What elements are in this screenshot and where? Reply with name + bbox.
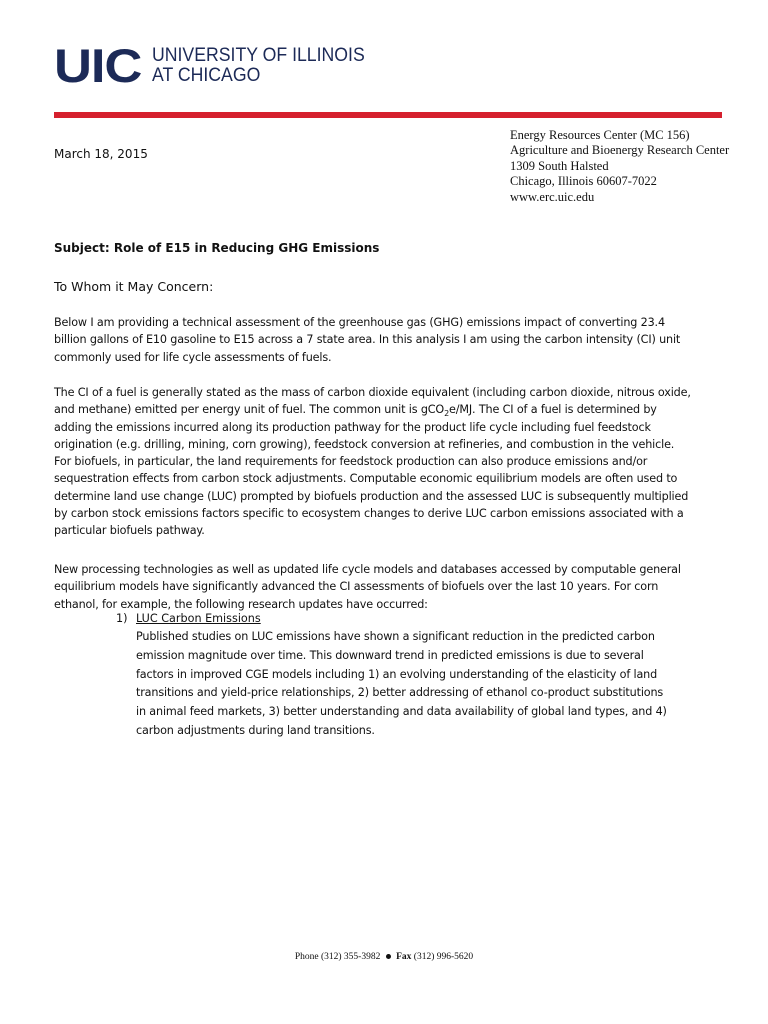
list-item-heading: LUC Carbon Emissions [136, 612, 261, 625]
salutation: To Whom it May Concern: [54, 279, 214, 294]
paragraph-2-part-b: e/MJ. The CI of a fuel is determined by adding the emissions incurred along its production pathway for the product life cycle including fuel feedstock origination (e.g. drilling, mining, corn growing), feedstock conversion at refineries, and combustion in the vehicle. For biofuels, in particular, the land requirements for feedstock production can also produce emissions and/or sequestration effects from carbon stock adjustments. Computable economic equilibrium models are often used to determine land use change (LUC) prompted by biofuels production and the assessed LUC is subsequently multiplied by carbon stock emissions factors specific to ecosystem changes to derive LUC carbon emissions associated with a particular biofuels pathway. [54, 403, 689, 538]
list-item-number: 1) [116, 612, 128, 625]
paragraph-2 [54, 384, 694, 540]
logo-wordmark [152, 46, 365, 86]
subscript-two: 2 [444, 409, 450, 419]
footer-fax-label: Fax [396, 952, 412, 962]
bullet-icon [386, 954, 391, 959]
paragraph-3: New processing technologies as well as updated life cycle models and databases accessed by computable general equilibrium models have significantly advanced the CI assessments of biofuels over the last 10 years. For corn ethanol, for example, the following research updates have occurred: [54, 563, 681, 611]
list-item-body: Published studies on LUC emissions have shown a significant reduction in the predicted carbon emission magnitude over time. This downward trend in predicted emissions is due to several factors in improved CGE models including 1) an evolving understanding of the elasticity of land transitions and yield-price relationships, 2) better addressing of ethanol co-product substitutions in animal feed markets, 3) better understanding and data availability of global land types, and 4) carbon adjustments during land transitions. [136, 630, 667, 737]
logo-mark: UIC [54, 39, 142, 92]
address-line: Chicago, Illinois 60607-7022 [510, 174, 657, 189]
address-block [510, 128, 729, 205]
paragraph-1: Below I am providing a technical assessment of the greenhouse gas (GHG) emissions impact of converting 23.4 billion gallons of E10 gasoline to E15 across a 7 state area. In this analysis I am using the carbon intensity (CI) unit commonly used for life cycle assessments of fuels. [54, 316, 681, 364]
logo-line-2: AT CHICAGO [152, 65, 261, 86]
footer-contact [0, 952, 768, 962]
address-line: Energy Resources Center (MC 156) [510, 128, 690, 142]
address-line: Agriculture and Bioenergy Research Center [510, 143, 730, 158]
footer-fax-number: (312) 996-5620 [413, 952, 474, 962]
website-link[interactable]: www.erc.uic.edu [510, 189, 595, 204]
logo-line-1: UNIVERSITY OF ILLINOIS [152, 45, 365, 66]
letterhead-rule [54, 112, 722, 118]
letter-date: March 18, 2015 [54, 147, 148, 161]
letter-subject: Subject: Role of E15 in Reducing GHG Emissions [54, 241, 380, 255]
footer-phone: Phone (312) 355-3982 [294, 952, 381, 962]
paragraph-2-part-a: The CI of a fuel is generally stated as the mass of carbon dioxide equivalent (including carbon dioxide, nitrous oxide, and methane) emitted per energy unit of fuel. The common unit is gCO [54, 386, 691, 417]
address-line: 1309 South Halsted [510, 158, 609, 173]
